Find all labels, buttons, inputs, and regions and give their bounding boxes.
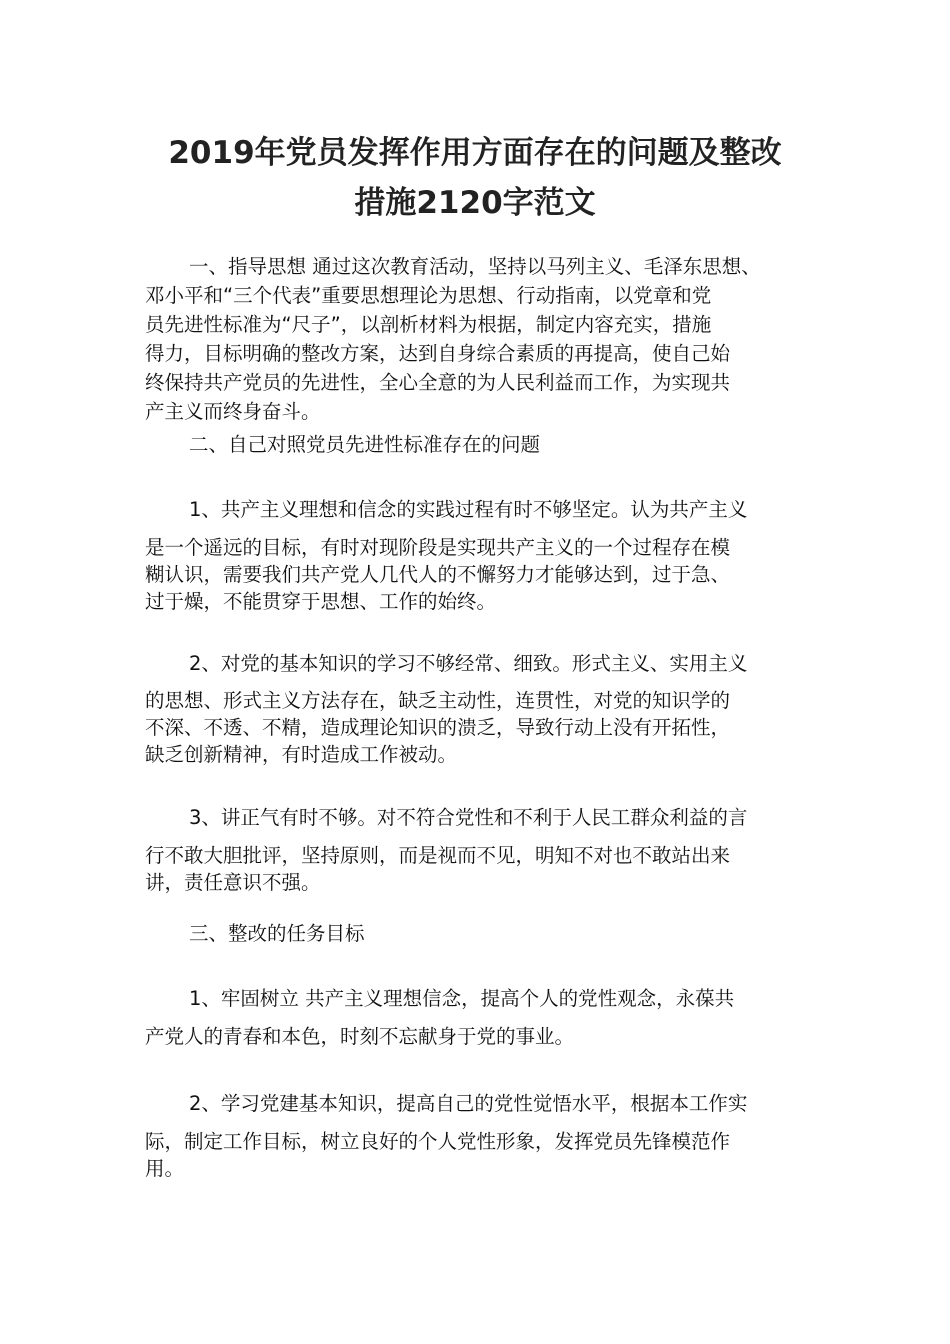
text-line: 2、对党的基本知识的学习不够经常、细致。形式主义、实用主义 [189, 652, 748, 675]
text-line: 二、自己对照党员先进性标准存在的问题 [189, 433, 541, 456]
text-line: 一、指导思想 通过这次教育活动，坚持以马列主义、毛泽东思想、 [189, 255, 761, 278]
text-line: 终保持共产党员的先进性，全心全意的为人民利益而工作，为实现共 [145, 371, 731, 394]
text-line: 糊认识，需要我们共产党人几代人的不懈努力才能够达到，过于急、 [145, 563, 731, 586]
text-line: 过于燥，不能贯穿于思想、工作的始终。 [145, 590, 497, 613]
text-line: 三、整改的任务目标 [189, 922, 365, 945]
text-line: 是一个遥远的目标，有时对现阶段是实现共产主义的一个过程存在模 [145, 536, 731, 559]
text-line: 行不敢大胆批评，坚持原则，而是视而不见，明知不对也不敢站出来 [145, 844, 731, 867]
text-line: 1、共产主义理想和信念的实践过程有时不够坚定。认为共产主义 [189, 498, 748, 521]
text-line: 产主义而终身奋斗。 [145, 400, 321, 423]
text-line: 不深、不透、不精，造成理论知识的溃乏，导致行动上没有开拓性， [145, 716, 731, 739]
document-title-line-1: 2019年党员发挥作用方面存在的问题及整改 [168, 135, 782, 171]
text-line: 邓小平和“三个代表”重要思想理论为思想、行动指南，以党章和党 [145, 284, 712, 307]
text-line: 3、讲正气有时不够。对不符合党性和不利于人民工群众利益的言 [189, 806, 748, 829]
text-line: 讲，责任意识不强。 [145, 871, 321, 894]
text-line: 用。 [145, 1157, 185, 1180]
text-line: 得力，目标明确的整改方案，达到自身综合素质的再提高，使自己始 [145, 342, 731, 365]
text-line: 员先进性标准为“尺子”，以剖析材料为根据，制定内容充实，措施 [145, 313, 712, 336]
text-line: 1、牢固树立 共产主义理想信念，提高个人的党性观念，永葆共 [189, 987, 735, 1010]
document-title-line-2: 措施2120字范文 [354, 185, 596, 221]
text-line: 2、学习党建基本知识，提高自己的党性觉悟水平，根据本工作实 [189, 1092, 748, 1115]
text-line: 缺乏创新精神，有时造成工作被动。 [145, 743, 458, 766]
text-line: 产党人的青春和本色，时刻不忘献身于党的事业。 [145, 1025, 575, 1048]
text-line: 的思想、形式主义方法存在，缺乏主动性，连贯性，对党的知识学的 [145, 689, 731, 712]
text-line: 际，制定工作目标，树立良好的个人党性形象，发挥党员先锋模范作 [145, 1130, 731, 1153]
